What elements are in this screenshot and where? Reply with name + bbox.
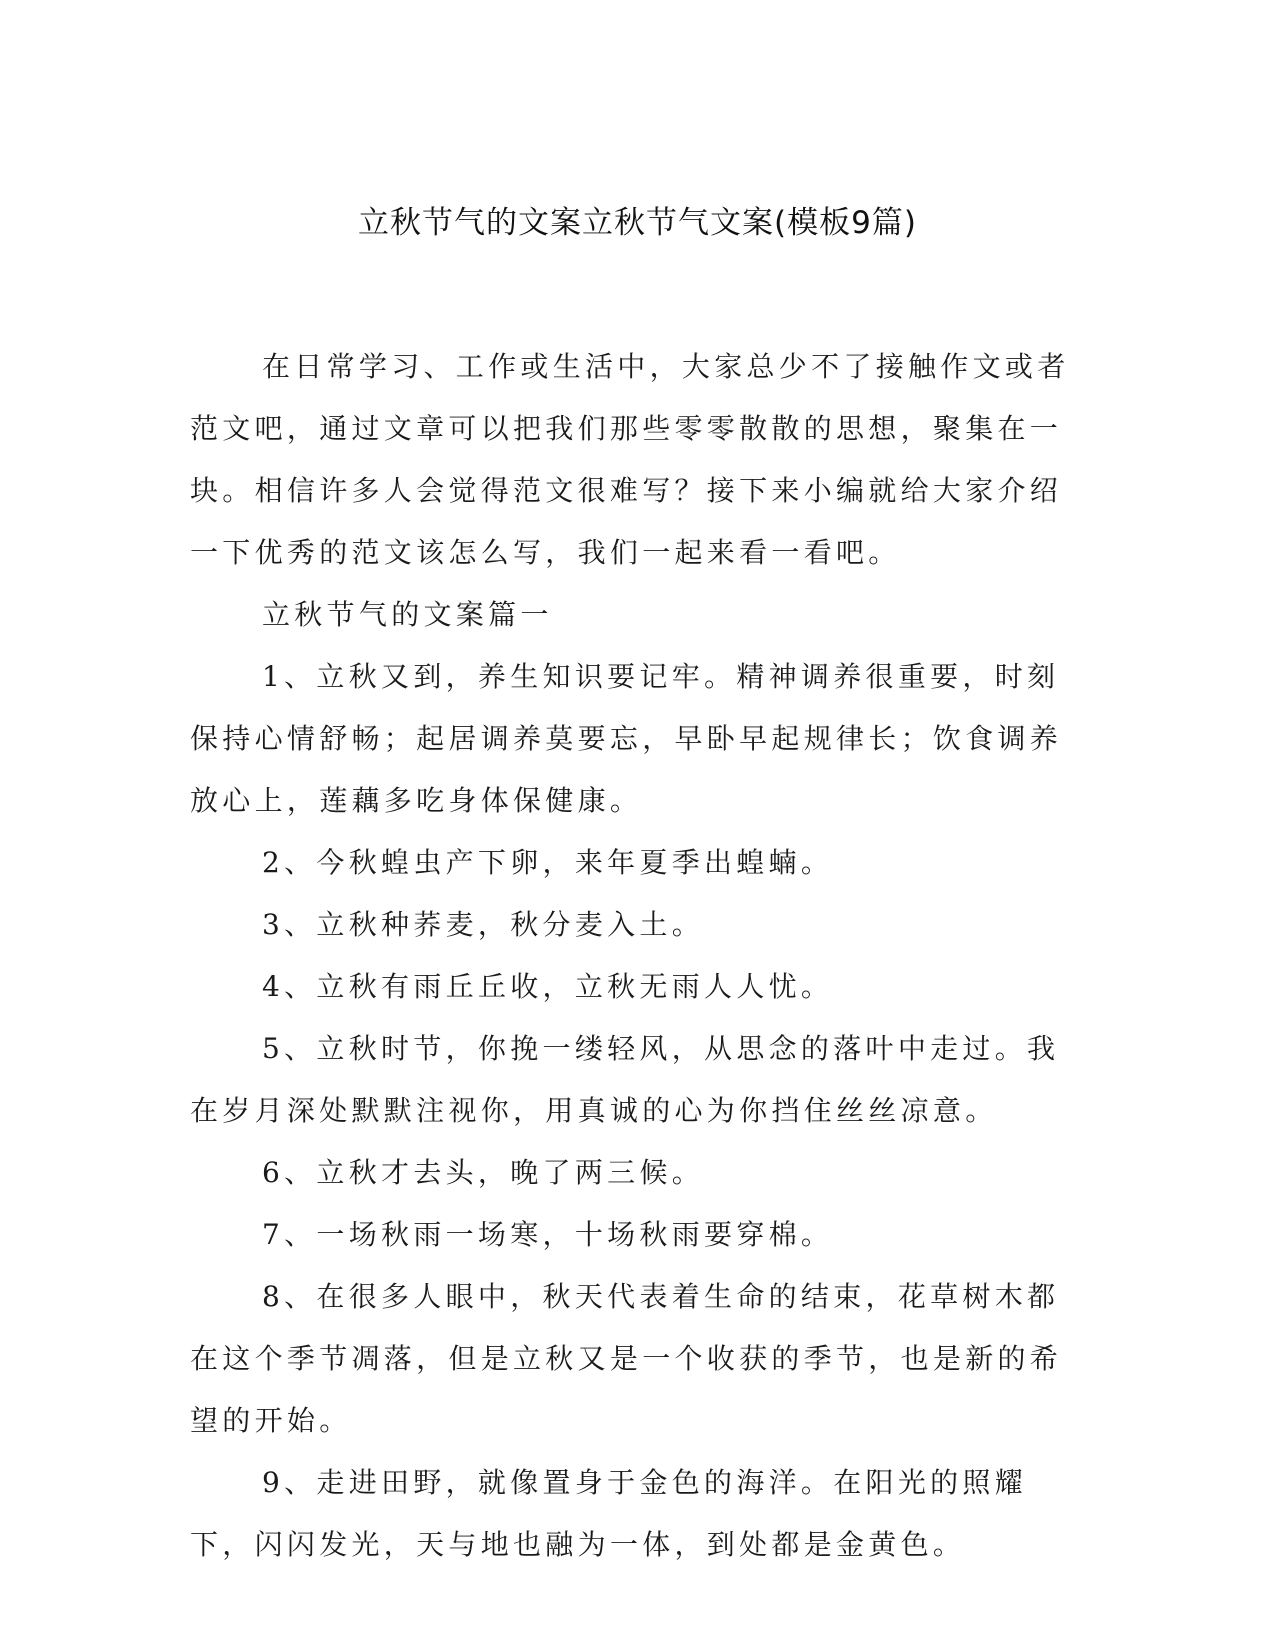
list-item: 8、在很多人眼中，秋天代表着生命的结束，花草树木都在这个季节凋落，但是立秋又是一个收获的季节，也是新的希望的开始。 xyxy=(190,1280,1063,1437)
intro-paragraph: 在日常学习、工作或生活中，大家总少不了接触作文或者范文吧，通过文章可以把我们那些零零散散的思想，聚集在一块。相信许多人会觉得范文很难写？接下来小编就给大家介绍一下优秀的范文该怎么写，我们一起来看一看吧。 xyxy=(190,350,1070,569)
list-item: 4、立秋有雨丘丘收，立秋无雨人人忧。 xyxy=(262,970,834,1003)
list-item: 3、立秋种荞麦，秋分麦入土。 xyxy=(262,908,705,941)
document-title: 立秋节气的文案立秋节气文案(模板9篇) xyxy=(358,205,917,241)
document-body xyxy=(190,336,1070,1576)
section-heading: 立秋节气的文案篇一 xyxy=(262,598,553,631)
list-item: 2、今秋蝗虫产下卵，来年夏季出蝗蝻。 xyxy=(262,846,834,879)
list-item: 6、立秋才去头，晚了两三候。 xyxy=(262,1156,705,1189)
list-item: 7、一场秋雨一场寒，十场秋雨要穿棉。 xyxy=(262,1218,834,1251)
list-item: 5、立秋时节，你挽一缕轻风，从思念的落叶中走过。我在岁月深处默默注视你，用真诚的心为你挡住丝丝凉意。 xyxy=(190,1032,1060,1127)
list-item: 1、立秋又到，养生知识要记牢。精神调养很重要，时刻保持心情舒畅；起居调养莫要忘，早卧早起规律长；饮食调养放心上，莲藕多吃身体保健康。 xyxy=(190,660,1063,817)
list-item: 9、走进田野，就像置身于金色的海洋。在阳光的照耀下，闪闪发光，天与地也融为一体，到处都是金黄色。 xyxy=(190,1466,1028,1561)
